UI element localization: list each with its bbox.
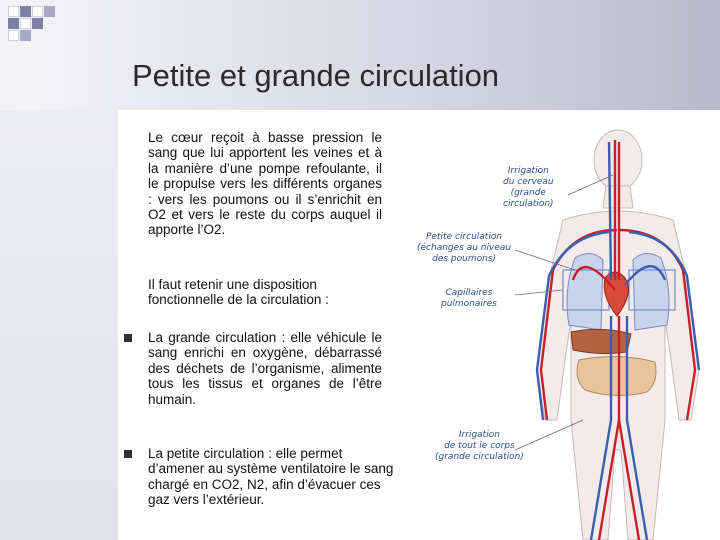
- label-capillaires: [441, 288, 497, 310]
- label-text: Capillaires pulmonaires: [441, 288, 497, 309]
- square-bullet-icon: [124, 334, 132, 342]
- label-text: Petite circulation (échanges au niveau des poumons): [417, 232, 512, 264]
- bullet-text: La petite circulation : elle permet d’amener au système ventilatoire le sang chargé en CO2, N2, afin d’évacuer ces gaz vers l’extérieur.: [148, 446, 394, 508]
- label-irrigation-cerveau: [503, 166, 554, 210]
- intro-paragraph: Le cœur reçoit à basse pression le sang que lui apportent les veines et à la manière d’une pompe refoulante, il le propulse vers les différents organes : vers les poumons ou il s’enrichit en O2 et vers le reste du corps auquel il apporte l’O2.: [148, 130, 382, 238]
- circulation-illustration: [403, 120, 720, 540]
- body-diagram: [403, 120, 720, 540]
- bullet-text: La grande circulation : elle véhicule le sang enrichi en oxygène, débarrassé des déchets de l’organisme, alimente tous les tissus et organes de l’être humain.: [148, 330, 382, 407]
- square-bullet-icon: [124, 450, 132, 458]
- liver: [571, 329, 631, 353]
- label-text: Irrigation de tout le corps (grande circulation): [435, 430, 524, 462]
- label-text: Irrigation du cerveau (grande circulation): [503, 166, 554, 209]
- disposition-paragraph: Il faut retenir une disposition fonctionnelle de la circulation :: [148, 277, 329, 308]
- slide-title: Petite et grande circulation: [132, 58, 500, 93]
- intestines: [577, 356, 656, 395]
- label-irrigation-corps: [435, 430, 524, 463]
- label-petite-circulation: [417, 232, 511, 265]
- left-panel: [0, 110, 120, 540]
